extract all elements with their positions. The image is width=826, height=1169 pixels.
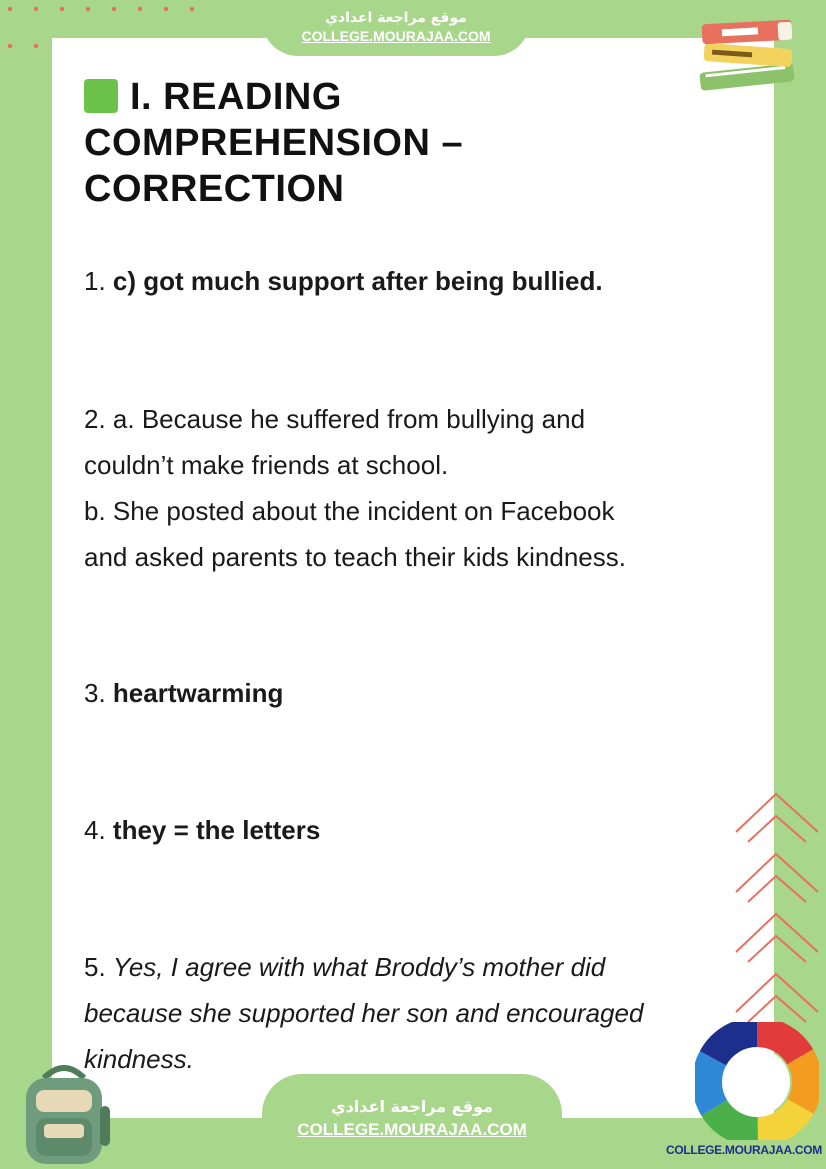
site-logo-icon bbox=[695, 1022, 819, 1140]
header-banner bbox=[262, 0, 530, 56]
header-arabic-text: موقع مراجعة اعدادي bbox=[325, 10, 467, 26]
page-title bbox=[84, 74, 644, 212]
answer-2-line: and asked parents to teach their kids kindness. bbox=[84, 542, 626, 572]
answer-2-line: 2. a. Because he suffered from bullying and bbox=[84, 404, 586, 434]
answer-5-line: because she supported her son and encouraged bbox=[84, 998, 644, 1028]
answer-5 bbox=[84, 944, 724, 1082]
answer-1 bbox=[84, 258, 724, 304]
answer-2-line: b. She posted about the incident on Facebook bbox=[84, 496, 615, 526]
answer-2-line: couldn’t make friends at school. bbox=[84, 450, 449, 480]
answer-1-number: 1. bbox=[84, 266, 106, 296]
logo-site-text: COLLEGE.MOURAJAA.COM bbox=[665, 1143, 822, 1157]
chevron-up-icon bbox=[734, 790, 820, 1040]
answer-2 bbox=[84, 396, 724, 580]
backpack-icon bbox=[14, 1060, 114, 1165]
answer-4 bbox=[84, 807, 724, 853]
footer-arabic-text: موقع مراجعة اعدادي bbox=[330, 1097, 494, 1116]
answer-3-number: 3. bbox=[84, 678, 106, 708]
answer-3 bbox=[84, 670, 724, 716]
answer-5-line: kindness. bbox=[84, 1044, 194, 1074]
answer-3-text: heartwarming bbox=[112, 678, 284, 708]
answer-5-number: 5. bbox=[84, 952, 106, 982]
footer-banner bbox=[262, 1074, 562, 1169]
header-site-link[interactable]: COLLEGE.MOURAJAA.COM bbox=[301, 28, 491, 44]
answer-4-text: they = the letters bbox=[112, 815, 321, 845]
answer-5-line: Yes, I agree with what Broddy’s mother did bbox=[112, 952, 606, 982]
books-icon bbox=[692, 12, 802, 92]
footer-site-link[interactable]: COLLEGE.MOURAJAA.COM bbox=[297, 1120, 527, 1139]
page-title-text: I. READING COMPREHENSION – CORRECTION bbox=[84, 76, 464, 210]
answer-1-text: c) got much support after being bullied. bbox=[112, 266, 603, 296]
green-square-icon bbox=[84, 79, 118, 113]
answer-4-number: 4. bbox=[84, 815, 106, 845]
